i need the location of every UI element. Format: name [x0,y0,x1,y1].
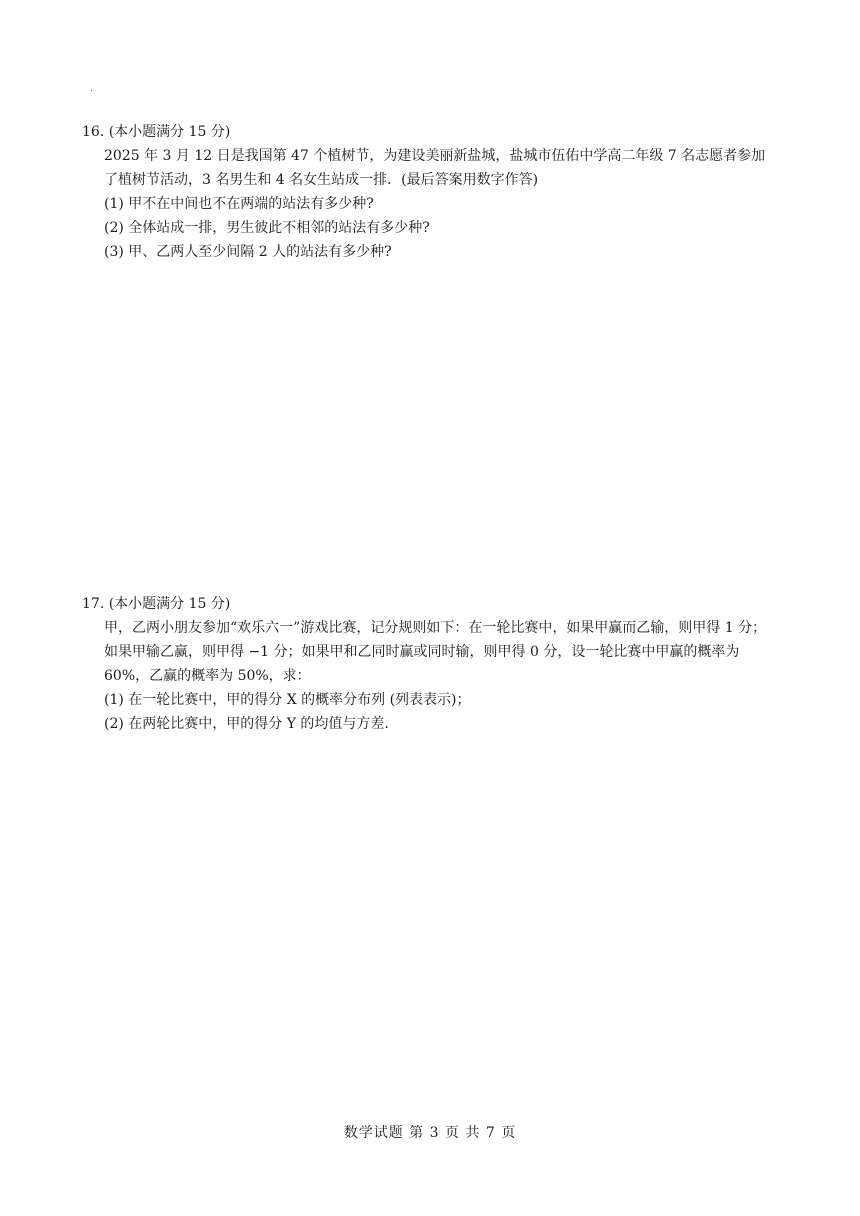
problem-17-heading: 17. (本小题满分 15 分) [82,596,231,612]
problem-16-heading: 16. (本小题满分 15 分) [82,124,231,140]
problem-17-question-1: (1) 在一轮比赛中，甲的得分 X 的概率分布列 (列表表示)； [104,692,471,708]
problem-17-stem-line-1: 甲，乙两小朋友参加“欢乐六一”游戏比赛，记分规则如下：在一轮比赛中，如果甲赢而乙输，则甲得 1 分； [104,620,767,636]
problem-16-stem-line-2: 了植树节活动，3 名男生和 4 名女生站成一排．(最后答案用数字作答) [104,172,539,188]
problem-16-question-1: (1) 甲不在中间也不在两端的站法有多少种? [104,196,374,212]
problem-16-stem-line-1: 2025 年 3 月 12 日是我国第 47 个植树节，为建设美丽新盐城，盐城市伍佑中学高二年级 7 名志愿者参加 [104,148,766,164]
problem-17-stem-line-2: 如果甲输乙赢，则甲得 −1 分；如果甲和乙同时赢或同时输，则甲得 0 分，设一轮比赛中甲赢的概率为 [104,644,740,660]
problem-16-question-3: (3) 甲、乙两人至少间隔 2 人的站法有多少种? [104,244,392,260]
problem-17-stem-line-3: 60%，乙赢的概率为 50%，求： [104,668,311,684]
problem-17-question-2: (2) 在两轮比赛中，甲的得分 Y 的均值与方差. [104,716,389,732]
problem-16 [82,120,782,264]
header-mark: · [90,86,94,97]
problem-16-question-2: (2) 全体站成一排，男生彼此不相邻的站法有多少种? [104,220,430,236]
problem-17 [82,592,782,736]
page-footer: 数学试题 第 3 页 共 7 页 [343,1125,517,1141]
